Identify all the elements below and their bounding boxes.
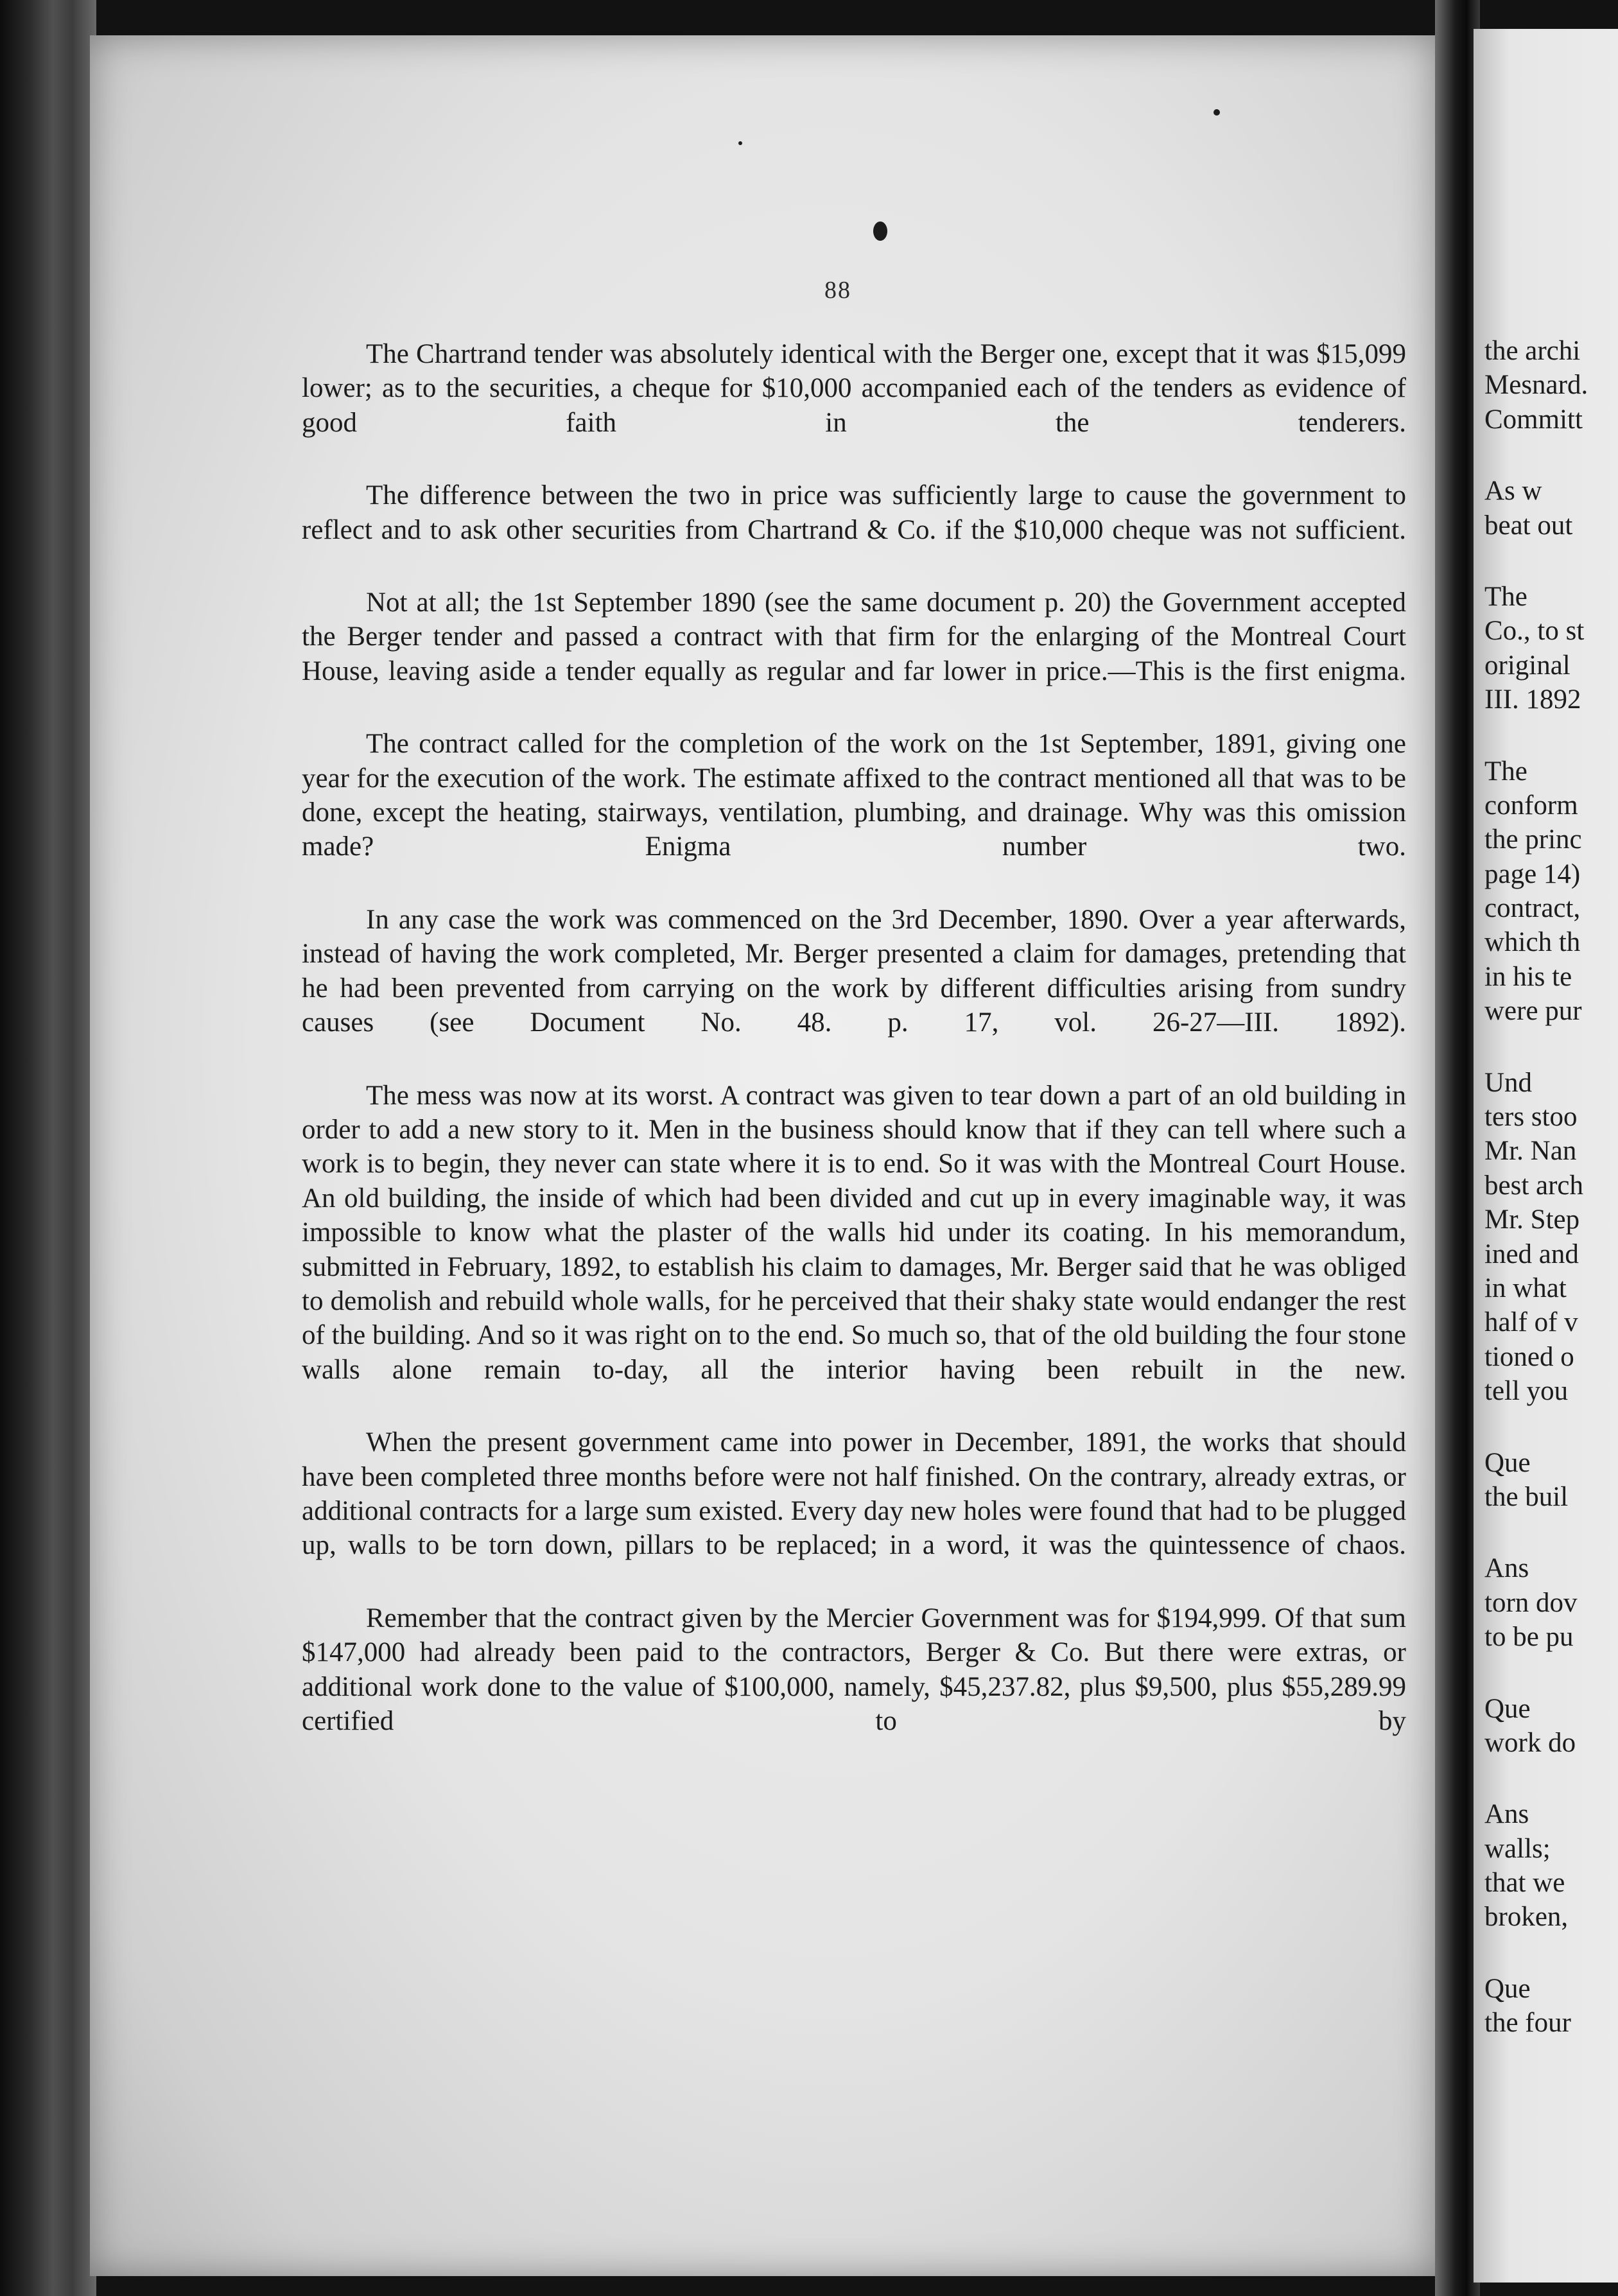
right-page-line-fragment: torn dov — [1484, 1587, 1578, 1618]
paragraph-gap — [1484, 1029, 1618, 1066]
paragraph-gap — [1484, 543, 1618, 580]
right-page-text-fragments — [1484, 334, 1618, 2040]
right-page-line-fragment: Mr. Step — [1484, 1205, 1580, 1235]
paragraph-gap — [1484, 1760, 1618, 1797]
paragraph: The contract called for the completion of the work on the 1st September, 1891, giving one year for the execution of the work. The estimate affixed to the contract mentioned all that was to be done, except the heating, stairways, ventilation, plumbing, and drainage. Why was this omission made? Enigma number two. — [302, 729, 1406, 862]
right-page-line-fragment: tioned o — [1484, 1341, 1574, 1372]
right-page-line-fragment: Que — [1484, 1447, 1531, 1478]
right-page-line-fragment: Mr. Nan — [1484, 1136, 1577, 1167]
paragraph: The difference between the two in price was sufficiently large to cause the government to reflect and to ask other securities from Chartrand & Co. if the $10,000 cheque was not sufficient. — [302, 480, 1406, 545]
paragraph-gap — [1484, 1655, 1618, 1692]
paragraph: When the present government came into power in December, 1891, the works that should have been completed three months before were not half finished. On the contrary, already extras, or additional contracts for a large sum existed. Every day new holes were found that had to be plugged up, walls to be torn down, pillars to be replaced; in a word, it was the quintessence of chaos. — [302, 1427, 1406, 1561]
right-page-line-fragment: Und — [1484, 1067, 1533, 1098]
ink-speck — [1214, 109, 1220, 116]
right-page-line-fragment: original — [1484, 650, 1570, 681]
book-binding-edge — [0, 0, 96, 2296]
right-page-line-fragment: tell you — [1484, 1376, 1569, 1407]
right-page-line-fragment: to be pu — [1484, 1622, 1574, 1653]
right-page-line-fragment: III. 1892 — [1484, 684, 1581, 715]
right-page-line-fragment: Que — [1484, 1973, 1531, 2004]
paragraph: Remember that the contract given by the Mercier Government was for $194,999. Of that sum $147,000 had already been paid to the contractors, Berger & Co. But there were extras, or additional work done to the value of $100,000, namely, $45,237.82, plus $9,500, plus $55,289.99 certified to by — [302, 1603, 1406, 1736]
right-page-line-fragment: page 14) — [1484, 858, 1581, 889]
right-page-line-fragment: contract, — [1484, 893, 1581, 924]
right-page-line-fragment: walls; — [1484, 1833, 1551, 1864]
right-page-line-fragment: The — [1484, 756, 1527, 787]
right-page-line-fragment: ters stoo — [1484, 1102, 1578, 1133]
right-page-line-fragment: were pur — [1484, 996, 1582, 1027]
right-page-line-fragment: work do — [1484, 1727, 1576, 1758]
right-page-line-fragment: conform — [1484, 790, 1578, 821]
right-page-line-fragment: ined and — [1484, 1239, 1579, 1269]
right-page-line-fragment: the princ — [1484, 824, 1582, 855]
right-page-line-fragment: Mesnard. — [1484, 370, 1588, 401]
paragraph-gap — [1484, 1409, 1618, 1446]
right-page-line-fragment: broken, — [1484, 1902, 1569, 1933]
right-page-line-fragment: half of v — [1484, 1307, 1578, 1338]
right-page-line-fragment: which th — [1484, 927, 1581, 958]
right-page-line-fragment: in what — [1484, 1273, 1567, 1303]
right-page-line-fragment: in his te — [1484, 961, 1572, 992]
right-page-line-fragment: As w — [1484, 476, 1542, 507]
paragraph: The mess was now at its worst. A contract was given to tear down a part of an old building in order to add a new story to it. Men in the business should know that if they can tell where such a work is to begin, they never can state where it is to end. So it was with the Montreal Court House. An old building, the inside of which had been divided and cut up in every imaginable way, it was impossible to know what the plaster of the walls hid under its coating. In his memorandum, submitted in February, 1892, to establish his claim to damages, Mr. Berger said that he was obliged to demolish and rebuild whole walls, for he perceived that their shaky state would endanger the rest of the building. And so it was right on to the end. So much so, that of the old building the four stone walls alone remain to-day, all the interior having been rebuilt in the new. — [302, 1080, 1406, 1385]
ink-speck — [738, 141, 742, 145]
page-number: 88 — [824, 277, 851, 304]
paragraph-gap — [1484, 1935, 1618, 1972]
paragraph-gap — [1484, 717, 1618, 754]
ink-blot — [873, 222, 887, 241]
right-page-line-fragment: the four — [1484, 2008, 1571, 2039]
paragraph-gap — [1484, 437, 1618, 474]
right-page-line-fragment: The — [1484, 581, 1527, 612]
right-page-line-fragment: Ans — [1484, 1553, 1529, 1584]
right-page-line-fragment: Co., to st — [1484, 616, 1585, 647]
right-page-line-fragment: Que — [1484, 1693, 1531, 1724]
right-page-line-fragment: beat out — [1484, 510, 1573, 541]
paragraph: In any case the work was commenced on the 3rd December, 1890. Over a year afterwards, instead of having the work completed, Mr. Berger presented a claim for damages, pretending that he had been prevented from carrying on the work by different difficulties arising from sundry causes (see Document No. 48. p. 17, vol. 26-27—III. 1892). — [302, 904, 1406, 1038]
paragraph: The Chartrand tender was absolutely identical with the Berger one, except that it was $15,099 lower; as to the securities, a cheque for $10,000 accompanied each of the tenders as evidence of good faith in the tenderers. — [302, 339, 1406, 438]
body-text — [302, 337, 1406, 1777]
right-page-line-fragment: Ans — [1484, 1799, 1529, 1830]
right-page-line-fragment: that we — [1484, 1868, 1565, 1899]
right-page-line-fragment: Committ — [1484, 404, 1583, 435]
right-page-line-fragment: the buil — [1484, 1481, 1569, 1512]
paragraph: Not at all; the 1st September 1890 (see the same document p. 20) the Government accepted the Berger tender and passed a contract with that firm for the enlarging of the Montreal Court House, leaving aside a tender equally as regular and far lower in price.—This is the first enigma. — [302, 587, 1406, 686]
right-page-line-fragment: the archi — [1484, 336, 1581, 366]
paragraph-gap — [1484, 1514, 1618, 1551]
right-page-line-fragment: best arch — [1484, 1170, 1584, 1201]
